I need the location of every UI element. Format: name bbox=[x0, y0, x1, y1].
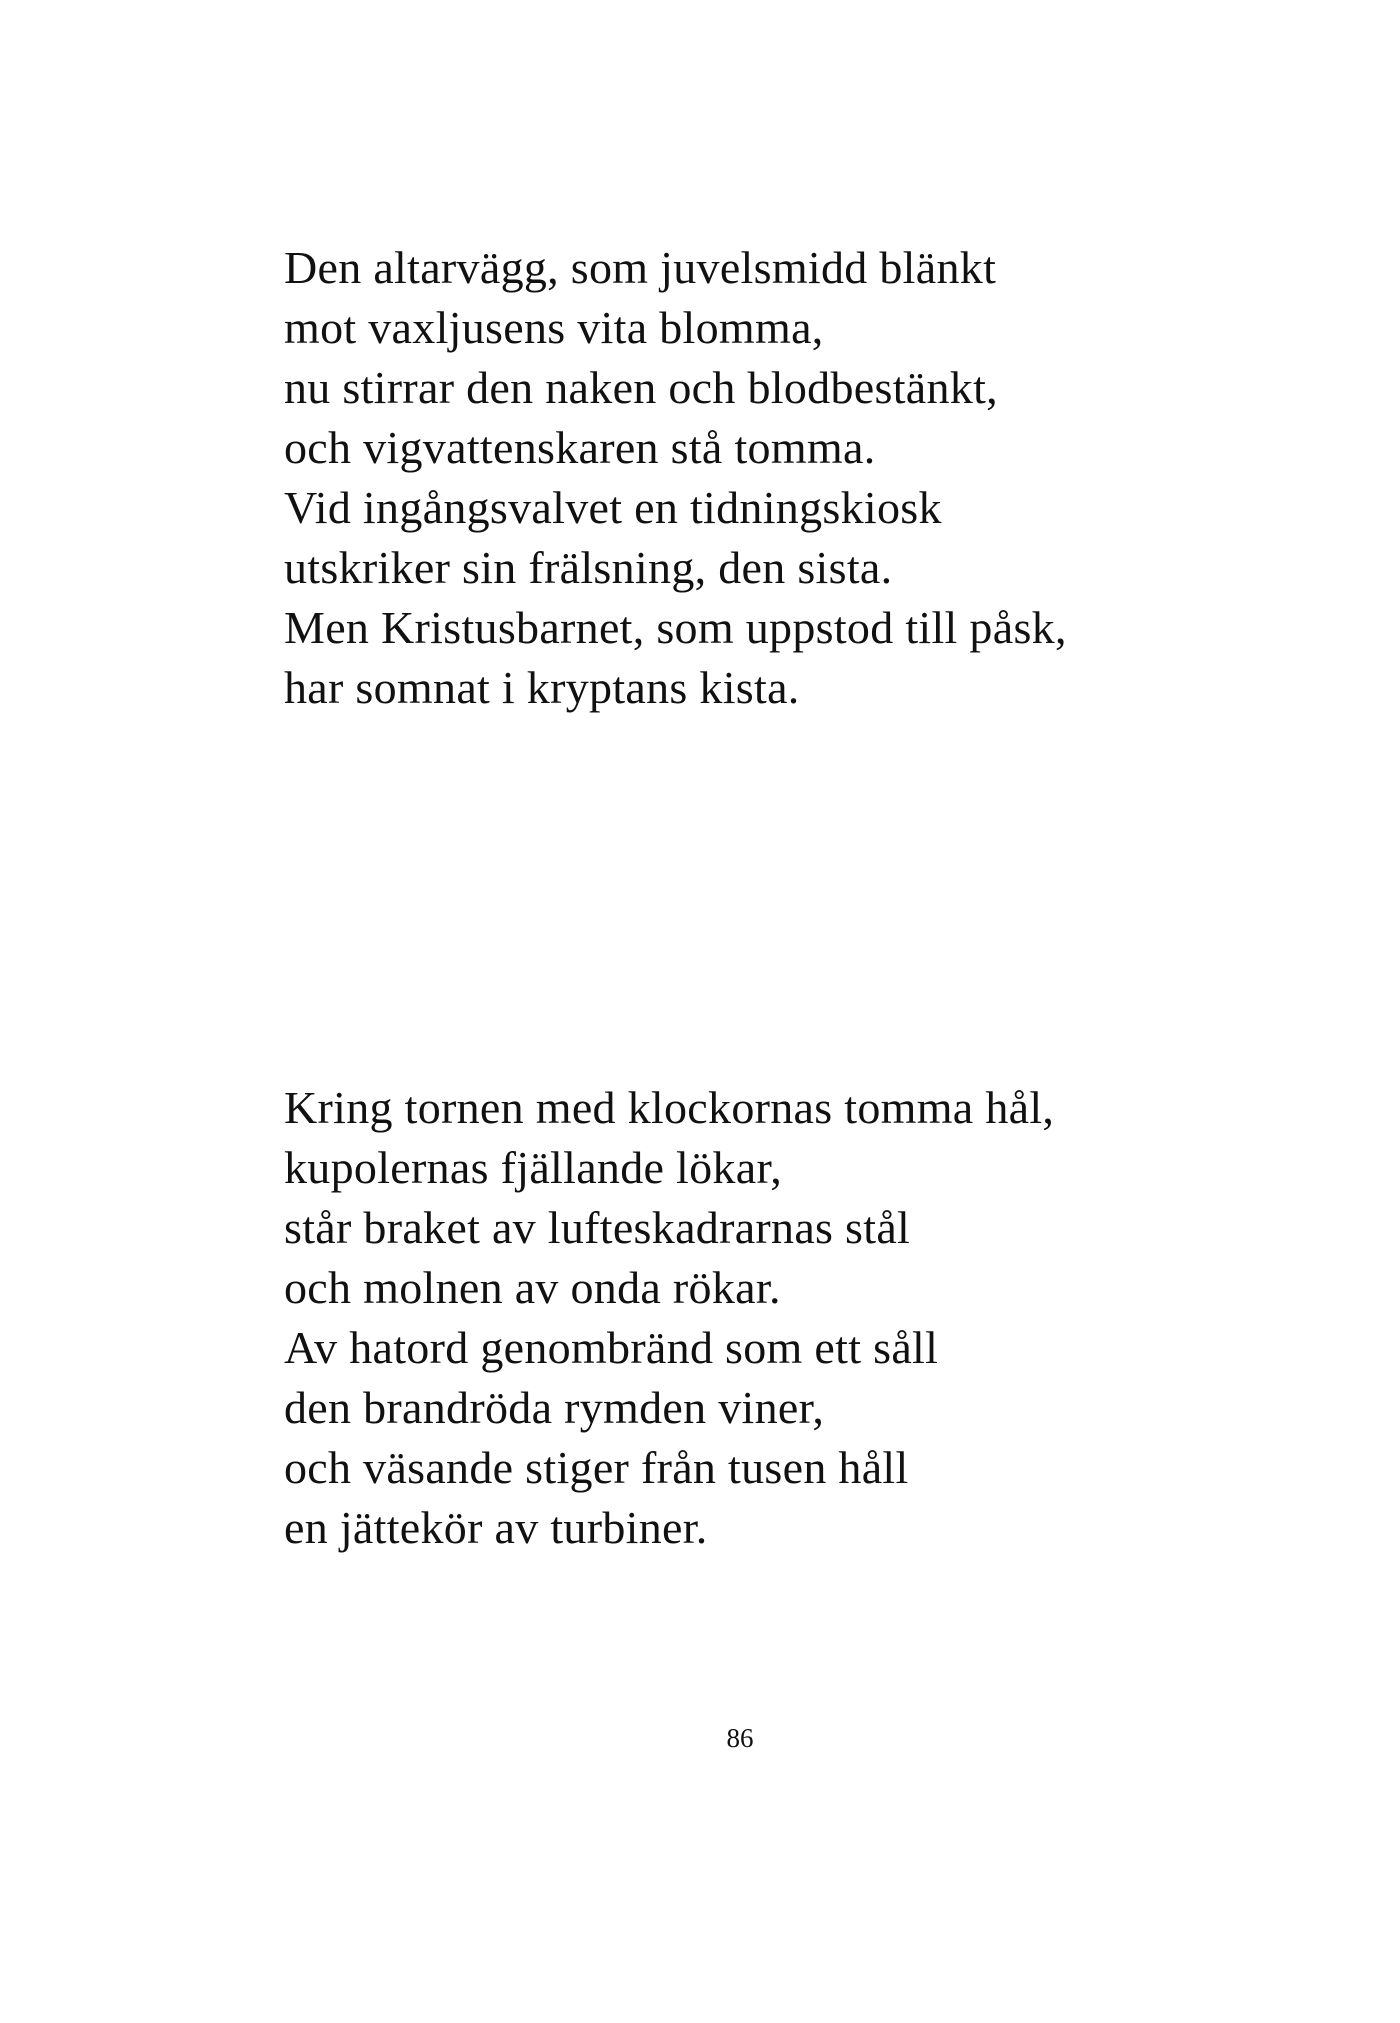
stanza-2 bbox=[284, 1078, 1054, 1558]
verse-line: och vigvattenskaren stå tomma. bbox=[284, 422, 876, 473]
verse-line: Men Kristusbarnet, som uppstod till påsk, bbox=[284, 602, 1067, 653]
verse-line: Kring tornen med klockornas tomma hål, bbox=[284, 1082, 1055, 1133]
verse-line: nu stirrar den naken och blodbestänkt, bbox=[284, 362, 998, 413]
stanza-1 bbox=[284, 238, 1067, 718]
verse-line: den brandröda rymden viner, bbox=[284, 1382, 825, 1433]
verse-line: utskriker sin frälsning, den sista. bbox=[284, 542, 893, 593]
page-number: 86 bbox=[726, 1723, 754, 1753]
verse-line: en jättekör av turbiner. bbox=[284, 1502, 708, 1553]
verse-line: och väsande stiger från tusen håll bbox=[284, 1442, 909, 1493]
verse-line: har somnat i kryptans kista. bbox=[284, 662, 800, 713]
verse-line: kupolernas fjällande lökar, bbox=[284, 1142, 783, 1193]
verse-line: mot vaxljusens vita blomma, bbox=[284, 302, 824, 353]
verse-line: Vid ingångsvalvet en tidningskiosk bbox=[284, 482, 942, 533]
verse-line: och molnen av onda rökar. bbox=[284, 1262, 781, 1313]
verse-line: Den altarvägg, som juvelsmidd blänkt bbox=[284, 242, 997, 293]
verse-line: står braket av lufteskadrarnas stål bbox=[284, 1202, 911, 1253]
verse-line: Av hatord genombränd som ett såll bbox=[284, 1322, 939, 1373]
